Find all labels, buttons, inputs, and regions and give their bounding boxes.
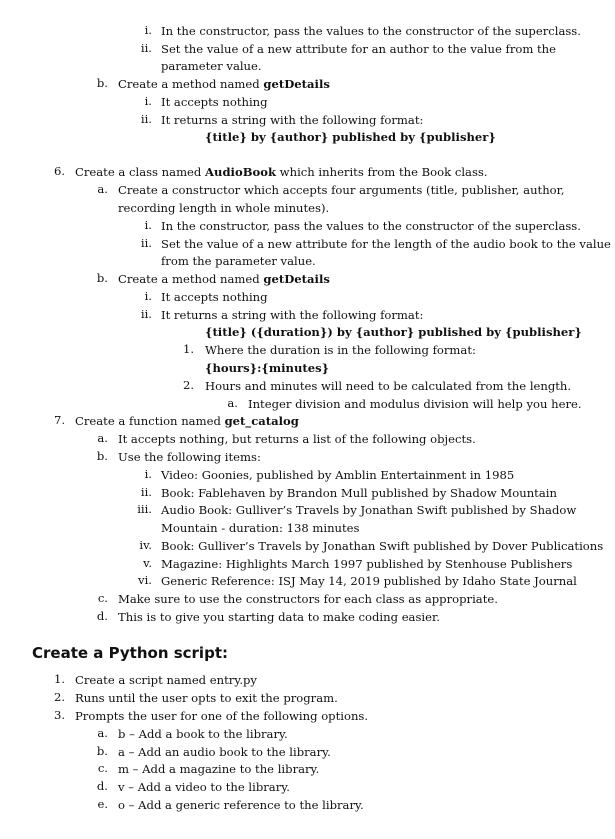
- format-string: {title} ({duration}) by {author} published by {publisher}: [205, 325, 582, 339]
- list-item-text: Prompts the user for one of the following options.: [75, 709, 369, 723]
- list-marker: ii.: [140, 236, 152, 250]
- list-item-text: Book: Gulliver’s Travels by Jonathan Swift published by Dover Publications: [161, 539, 604, 553]
- list-marker: b.: [96, 271, 108, 285]
- list-item-text: o – Add a generic reference to the library.: [118, 798, 364, 812]
- list-marker: 7.: [53, 413, 65, 427]
- class-name: AudioBook: [205, 165, 276, 179]
- list-marker: a.: [97, 182, 108, 196]
- function-name: get_catalog: [224, 414, 299, 428]
- list-marker: 6.: [53, 164, 65, 178]
- list-item-text-continued: parameter value.: [161, 59, 262, 73]
- list-marker: ii.: [140, 41, 152, 55]
- list-item-text-continued: from the parameter value.: [161, 254, 316, 268]
- list-item-text: It accepts nothing: [161, 95, 268, 109]
- list-item-text: a – Add an audio book to the library.: [118, 745, 331, 759]
- list-marker: ii.: [140, 112, 152, 126]
- list-item-text: It returns a string with the following format:: [161, 113, 424, 127]
- format-string: {hours}:{minutes}: [205, 361, 330, 375]
- method-name: getDetails: [263, 77, 330, 91]
- list-item-text: Audio Book: Gulliver’s Travels by Jonathan Swift published by Shadow: [161, 503, 577, 517]
- list-marker: i.: [144, 94, 152, 108]
- list-marker: b.: [96, 449, 108, 463]
- list-marker: 2.: [53, 690, 65, 704]
- list-item-text: Generic Reference: ISJ May 14, 2019 published by Idaho State Journal: [161, 574, 577, 588]
- list-item-text: Book: Fablehaven by Brandon Mull published by Shadow Mountain: [161, 486, 557, 500]
- list-item-text: Create a class named AudioBook which inherits from the Book class.: [75, 165, 488, 179]
- list-marker: a.: [97, 431, 108, 445]
- list-marker: d.: [96, 609, 108, 623]
- list-marker: b.: [96, 744, 108, 758]
- list-item-text: Where the duration is in the following format:: [205, 343, 476, 357]
- list-marker: 1.: [53, 672, 65, 686]
- list-marker: b.: [96, 76, 108, 90]
- list-marker: ii.: [140, 307, 152, 321]
- list-item-text: It accepts nothing, but returns a list of the following objects.: [118, 432, 476, 446]
- list-marker: a.: [97, 726, 108, 740]
- list-marker: vi.: [138, 573, 152, 587]
- list-marker: d.: [96, 779, 108, 793]
- list-marker: 1.: [182, 342, 194, 356]
- list-item-text: Make sure to use the constructors for each class as appropriate.: [118, 592, 498, 606]
- list-marker: i.: [144, 218, 152, 232]
- list-marker: c.: [97, 591, 108, 605]
- list-item-text: Video: Goonies, published by Amblin Entertainment in 1985: [161, 468, 515, 482]
- list-item-text: Create a script named entry.py: [75, 673, 257, 687]
- list-item-text: It accepts nothing: [161, 290, 268, 304]
- list-item-text: Magazine: Highlights March 1997 published by Stenhouse Publishers: [161, 557, 573, 571]
- list-item-text: Create a function named get_catalog: [75, 414, 299, 428]
- list-marker: v.: [143, 556, 152, 570]
- list-item-text-continued: recording length in whole minutes).: [118, 201, 330, 215]
- list-marker: i.: [144, 289, 152, 303]
- list-marker: i.: [144, 23, 152, 37]
- list-item-text-continued: Mountain - duration: 138 minutes: [161, 521, 360, 535]
- list-item-text: Integer division and modulus division will help you here.: [248, 397, 582, 411]
- list-marker: 2.: [182, 378, 194, 392]
- list-marker: 3.: [53, 708, 65, 722]
- list-item-text: m – Add a magazine to the library.: [118, 762, 320, 776]
- list-item-text: b – Add a book to the library.: [118, 727, 288, 741]
- list-marker: c.: [97, 761, 108, 775]
- list-item-text: Create a constructor which accepts four arguments (title, publisher, author,: [118, 183, 565, 197]
- list-marker: iv.: [139, 538, 152, 552]
- list-marker: a.: [227, 396, 238, 410]
- list-item-text: Runs until the user opts to exit the program.: [75, 691, 338, 705]
- list-item-text: In the constructor, pass the values to the constructor of the superclass.: [161, 219, 581, 233]
- list-item-text: It returns a string with the following format:: [161, 308, 424, 322]
- section-heading: Create a Python script:: [32, 644, 228, 662]
- list-item-text: Hours and minutes will need to be calculated from the length.: [205, 379, 572, 393]
- list-item-text: In the constructor, pass the values to the constructor of the superclass.: [161, 24, 581, 38]
- list-marker: ii.: [140, 485, 152, 499]
- list-item-text: Set the value of a new attribute for an author to the value from the: [161, 42, 557, 56]
- format-string: {title} by {author} published by {publisher}: [205, 130, 496, 144]
- list-item-text: Create a method named getDetails: [118, 77, 330, 91]
- method-name: getDetails: [263, 272, 330, 286]
- list-marker: e.: [97, 797, 108, 811]
- list-marker: i.: [144, 467, 152, 481]
- list-item-text: Create a method named getDetails: [118, 272, 330, 286]
- list-item-text: Set the value of a new attribute for the length of the audio book to the value: [161, 237, 611, 251]
- list-item-text: This is to give you starting data to make coding easier.: [118, 610, 440, 624]
- list-item-text: Use the following items:: [118, 450, 261, 464]
- list-item-text: v – Add a video to the library.: [118, 780, 290, 794]
- list-marker: iii.: [137, 502, 152, 516]
